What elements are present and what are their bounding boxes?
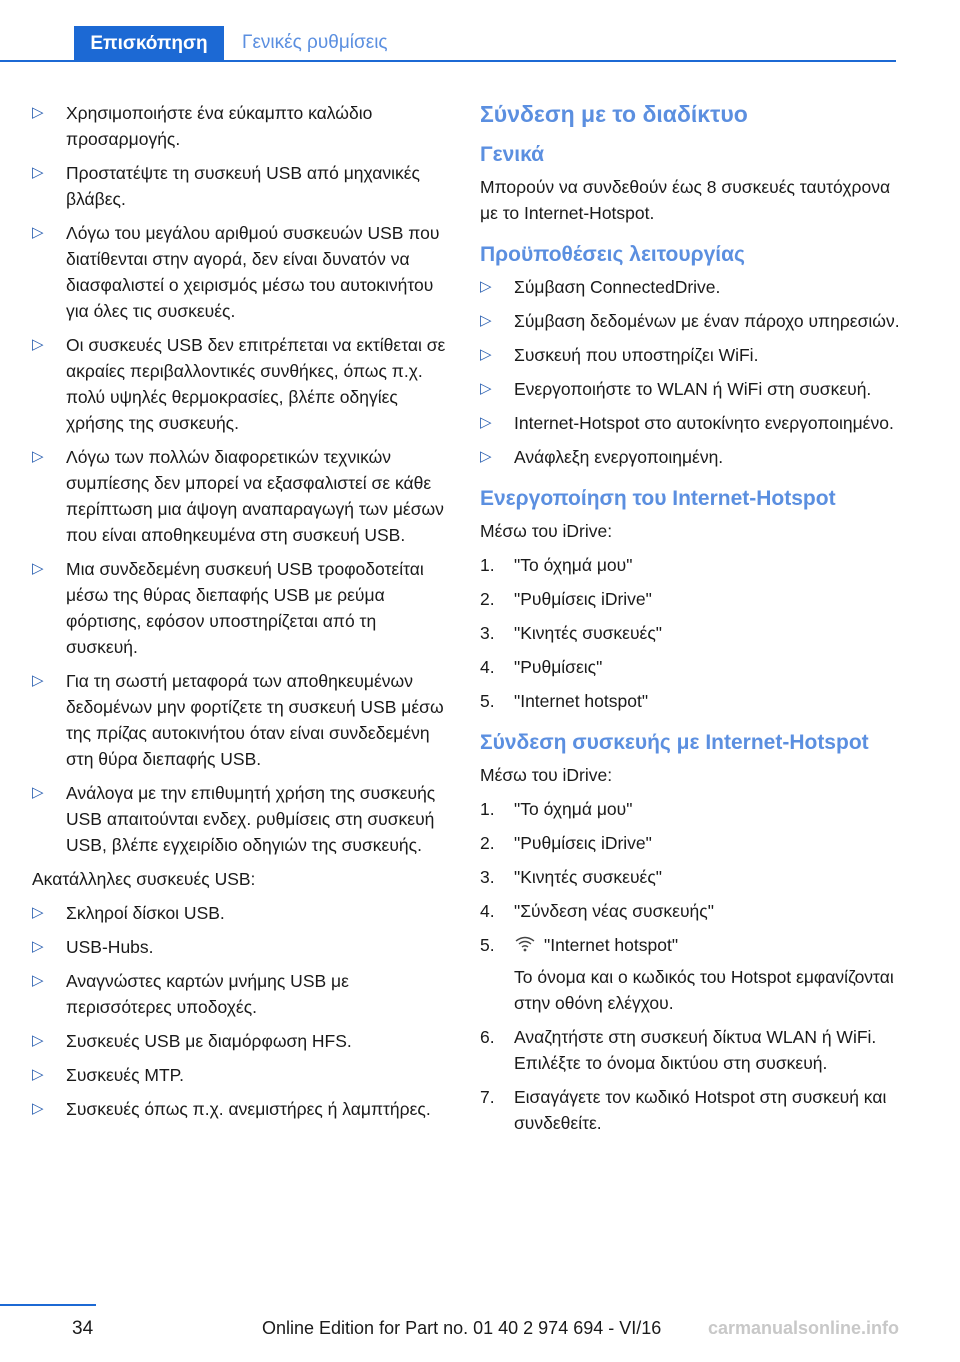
bullet-marker-icon: ▷: [32, 1032, 44, 1049]
bullet-text: Αναγνώστες καρτών μνήμης USB με περισσότερες υποδοχές.: [66, 971, 349, 1017]
bullet-text: Συσκευή που υποστηρίζει WiFi.: [514, 345, 759, 365]
step-text: "Κινητές συσκευές": [514, 867, 663, 887]
bullet-text: Λόγω των πολλών διαφορετικών τεχνικών συμπίεσης δεν μπορεί να εξασφαλιστεί σε κάθε περίπτωση μια άψογη αναπαραγωγή των μέσων που είναι αποθηκευμένα στη συσκευή USB.: [66, 447, 444, 545]
usb-note-item: [32, 780, 452, 858]
bullet-marker-icon: ▷: [32, 904, 44, 921]
connect-step: [480, 898, 900, 924]
connect-steps-list: [480, 796, 900, 924]
activate-step: [480, 586, 900, 612]
bullet-marker-icon: ▷: [32, 224, 44, 241]
activate-via-text: Μέσω του iDrive:: [480, 521, 613, 541]
bullet-marker-icon: ▷: [32, 672, 44, 689]
wifi-icon: [514, 935, 536, 953]
step-number: 2.: [480, 589, 495, 609]
bullet-marker-icon: ▷: [480, 380, 492, 397]
step-number: 4.: [480, 657, 495, 677]
activate-step: [480, 620, 900, 646]
connect-step: [480, 932, 900, 1016]
step-number: 5.: [480, 691, 495, 711]
bullet-marker-icon: ▷: [32, 938, 44, 955]
step-number: 1.: [480, 555, 495, 575]
activate-step: [480, 552, 900, 578]
bullet-text: Ενεργοποιήστε το WLAN ή WiFi στη συσκευή.: [514, 379, 872, 399]
step-text: "Κινητές συσκευές": [514, 623, 663, 643]
bullet-marker-icon: ▷: [32, 1066, 44, 1083]
usb-note-item: [32, 668, 452, 772]
bullet-marker-icon: ▷: [480, 312, 492, 329]
bullet-text: Συσκευές USB με διαμόρφωση HFS.: [66, 1031, 352, 1051]
step-text: "Internet hotspot": [514, 691, 649, 711]
usb-note-item: [32, 220, 452, 324]
bullet-text: Σύμβαση ConnectedDrive.: [514, 277, 721, 297]
bullet-text: Οι συσκευές USB δεν επιτρέπεται να εκτίθεται σε ακραίες περιβαλλοντικές συνθήκες, όπως π.χ. πολύ υψηλές θερμοκρασίες, βλέπε οδηγίες χρήσης της συσκευής.: [66, 335, 446, 433]
unsuitable-usb-item: [32, 1096, 452, 1122]
bullet-text: Ανάλογα με την επιθυμητή χρήση της συσκευής USB απαιτούνται ενδεχ. ρυθμίσεις στη συσκευή USB, βλέπε εγχειρίδιο οδηγιών της συσκευής.: [66, 783, 436, 855]
watermark: carmanualsonline.info: [708, 1318, 900, 1338]
prerequisite-item: [480, 274, 900, 300]
tab-general-settings[interactable]: Γενικές ρυθμίσεις: [242, 32, 388, 53]
unsuitable-usb-item: [32, 1028, 452, 1054]
step-note: Το όνομα και ο κωδικός του Hotspot εμφανίζονται στην οθόνη ελέγχου.: [514, 967, 894, 1013]
usb-note-item: [32, 160, 452, 212]
bullet-text: Χρησιμοποιήστε ένα εύκαμπτο καλώδιο προσαρμογής.: [66, 103, 373, 149]
bullet-marker-icon: ▷: [480, 278, 492, 295]
unsuitable-usb-item: [32, 900, 452, 926]
prerequisite-item: [480, 410, 900, 436]
step-number: 2.: [480, 833, 495, 853]
edition-text: Online Edition for Part no. 01 40 2 974 694 - VI/16: [262, 1318, 662, 1338]
header-rule: [0, 60, 896, 62]
general-heading: Γενικά: [480, 143, 545, 166]
bullet-text: Συσκευές όπως π.χ. ανεμιστήρες ή λαμπτήρες.: [66, 1099, 431, 1119]
page-number: 34: [72, 1318, 94, 1339]
connect-via-text: Μέσω του iDrive:: [480, 765, 613, 785]
bullet-marker-icon: ▷: [32, 104, 44, 121]
step-number: 1.: [480, 799, 495, 819]
connect-device-heading: Σύνδεση συσκευής με Internet-Hotspot: [480, 731, 869, 754]
activate-step: [480, 688, 900, 714]
tab-overview[interactable]: Επισκόπηση: [74, 26, 224, 62]
bullet-marker-icon: ▷: [480, 448, 492, 465]
bullet-text: Προστατέψτε τη συσκευή USB από μηχανικές βλάβες.: [66, 163, 420, 209]
connect-step: [480, 1024, 900, 1076]
prerequisite-item: [480, 444, 900, 470]
step-number: 4.: [480, 901, 495, 921]
bullet-text: Συσκευές MTP.: [66, 1065, 184, 1085]
bullet-text: Σκληροί δίσκοι USB.: [66, 903, 225, 923]
bullet-text: Μια συνδεδεμένη συσκευή USB τροφοδοτείται μέσω της θύρας διεπαφής USB με ρεύμα φόρτισης, εφόσον υποστηρίζεται από τη συσκευή.: [66, 559, 424, 657]
bullet-marker-icon: ▷: [32, 448, 44, 465]
usb-notes-list: [32, 100, 452, 858]
bullet-marker-icon: ▷: [32, 1100, 44, 1117]
step-text: "Το όχημά μου": [514, 799, 633, 819]
bullet-text: Λόγω του μεγάλου αριθμού συσκευών USB που διατίθενται στην αγορά, δεν είναι δυνατόν να διασφαλιστεί ο χειρισμός μέσω του αυτοκινήτου για όλες τις συσκευές.: [66, 223, 440, 321]
step-text: "Σύνδεση νέας συσκευής": [514, 901, 714, 921]
activate-hotspot-heading: Ενεργοποίηση του Internet-Hotspot: [480, 487, 836, 510]
connect-step: [480, 830, 900, 856]
section-title: Σύνδεση με το διαδίκτυο: [480, 101, 748, 127]
step-number: 5.: [480, 935, 495, 955]
prerequisites-heading: Προϋποθέσεις λειτουργίας: [480, 243, 745, 266]
bullet-marker-icon: ▷: [480, 414, 492, 431]
general-text: Μπορούν να συνδεθούν έως 8 συσκευές ταυτόχρονα με το Internet-Hotspot.: [480, 177, 891, 223]
step-text: Αναζητήστε στη συσκευή δίκτυα WLAN ή WiFi. Επιλέξτε το όνομα δικτύου στη συσκευή.: [514, 1027, 877, 1073]
prerequisite-item: [480, 308, 900, 334]
bullet-text: USB-Hubs.: [66, 937, 154, 957]
unsuitable-usb-item: [32, 934, 452, 960]
unsuitable-usb-list: [32, 900, 452, 1122]
usb-note-item: [32, 100, 452, 152]
bullet-marker-icon: ▷: [32, 784, 44, 801]
prerequisite-item: [480, 342, 900, 368]
bullet-text: Ανάφλεξη ενεργοποιημένη.: [514, 447, 724, 467]
connect-step: [480, 864, 900, 890]
step-text: "Ρυθμίσεις iDrive": [514, 833, 652, 853]
step-number: 3.: [480, 867, 495, 887]
step-text: "Internet hotspot": [544, 935, 679, 955]
bullet-marker-icon: ▷: [32, 972, 44, 989]
unsuitable-usb-label: Ακατάλληλες συσκευές USB:: [32, 869, 256, 889]
usb-note-item: [32, 444, 452, 548]
right-column: [480, 100, 900, 1144]
step-text: "Το όχημά μου": [514, 555, 633, 575]
bullet-marker-icon: ▷: [480, 346, 492, 363]
left-column: [32, 100, 452, 1130]
bullet-text: Internet-Hotspot στο αυτοκίνητο ενεργοποιημένο.: [514, 413, 894, 433]
bullet-text: Για τη σωστή μεταφορά των αποθηκευμένων δεδομένων μην φορτίζετε τη συσκευή USB μέσω της πρίζας αυτοκινήτου όταν είναι συνδεδεμένη στη θύρα διεπαφής USB.: [66, 671, 444, 769]
footer-rule: [0, 1304, 96, 1306]
prerequisites-list: [480, 274, 900, 470]
step-text: Εισαγάγετε τον κωδικό Hotspot στη συσκευή και συνδεθείτε.: [514, 1087, 887, 1133]
bullet-marker-icon: ▷: [32, 164, 44, 181]
step-number: 7.: [480, 1087, 495, 1107]
connect-step: [480, 1084, 900, 1136]
bullet-text: Σύμβαση δεδομένων με έναν πάροχο υπηρεσιών.: [514, 311, 900, 331]
step-text: "Ρυθμίσεις iDrive": [514, 589, 652, 609]
bullet-marker-icon: ▷: [32, 336, 44, 353]
chapter-tabs: [0, 26, 896, 62]
activate-step: [480, 654, 900, 680]
prerequisite-item: [480, 376, 900, 402]
unsuitable-usb-item: [32, 968, 452, 1020]
bullet-marker-icon: ▷: [32, 560, 44, 577]
connect-step: [480, 796, 900, 822]
step-text: "Ρυθμίσεις": [514, 657, 603, 677]
unsuitable-usb-item: [32, 1062, 452, 1088]
activate-steps-list: [480, 552, 900, 714]
step-number: 3.: [480, 623, 495, 643]
usb-note-item: [32, 556, 452, 660]
usb-note-item: [32, 332, 452, 436]
step-number: 6.: [480, 1027, 495, 1047]
